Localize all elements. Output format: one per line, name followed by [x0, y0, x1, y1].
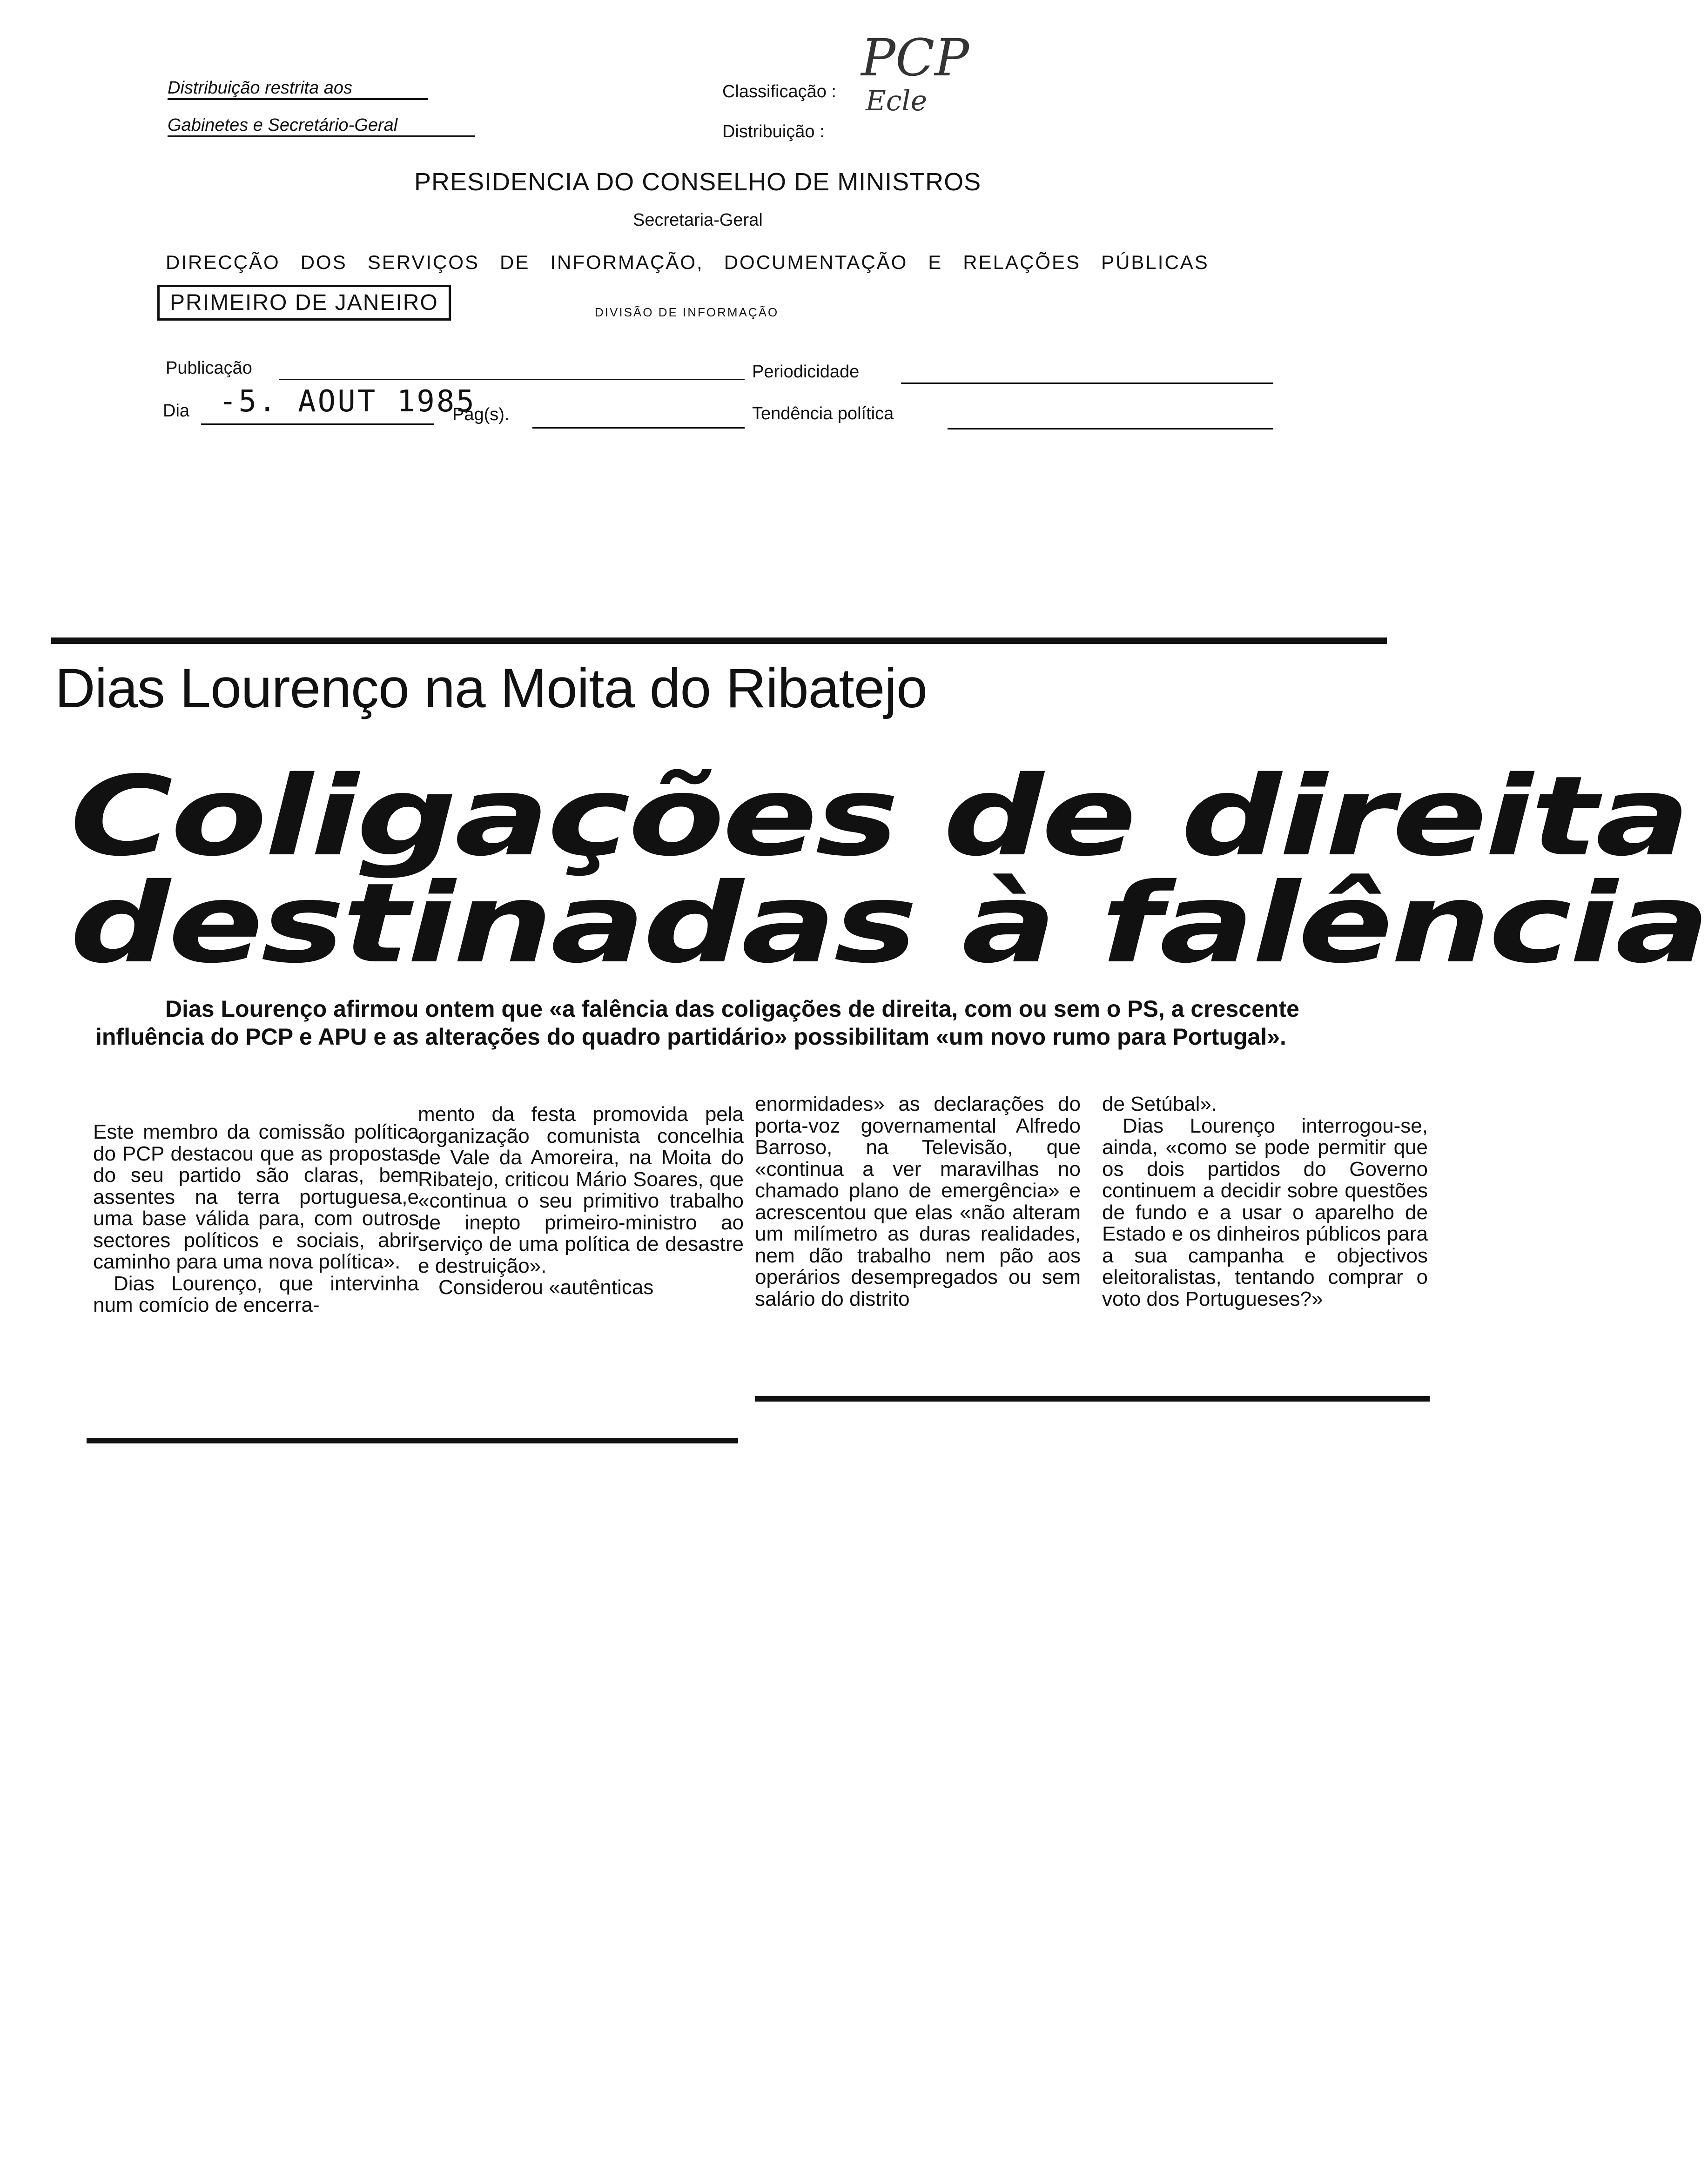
paginas-line — [532, 427, 745, 429]
periodicidade-line — [901, 382, 1273, 384]
column-2-paragraph-2: Considerou «autênticas — [438, 1276, 654, 1299]
headline-line1: Coligações de direita — [70, 752, 1688, 880]
secretaria-geral: Secretaria-Geral — [633, 210, 763, 230]
handwritten-annotation-class: Ecle — [866, 85, 928, 117]
tendencia-line — [948, 428, 1273, 429]
clipping-top-rule — [51, 637, 1387, 644]
column-1-paragraph-1: Este membro da comissão política do PCP destacou que as propostas do seu partido são claras, bem assentes na terra portuguesa,e uma base válida para, com outros sectores políticos e sociais, abrir caminho para uma nova política». — [93, 1121, 419, 1273]
article-column-1 — [93, 1121, 419, 1316]
dia-date-stamp: -5. AOUT 1985 — [219, 384, 476, 419]
tendencia-politica-label: Tendência política — [752, 404, 894, 423]
clipping-bottom-rule-left — [87, 1438, 738, 1443]
newspaper-name-box: PRIMEIRO DE JANEIRO — [157, 285, 451, 321]
paginas-label: Pág(s). — [452, 405, 510, 424]
column-1-paragraph-2: Dias Lourenço, que intervinha num comício de encerra- — [93, 1272, 419, 1316]
dia-label: Dia — [163, 401, 190, 421]
clipping-bottom-rule-right — [755, 1396, 1430, 1402]
institution-title: PRESIDENCIA DO CONSELHO DE MINISTROS — [414, 168, 982, 196]
column-4-paragraph-2: Dias Lourenço interrogou-se, ainda, «como se pode permitir que os dois partidos do Governo continuem a decidir sobre questões de fundo e a usar o aparelho de Estado e os dinheiros públicos para a sua campanha e objectivos eleitoralistas, tentando comprar o voto dos Portugueses?» — [1102, 1114, 1428, 1310]
distribution-restriction-line1: Distribuição restrita aos — [168, 78, 428, 100]
publicacao-label: Publicação — [166, 358, 252, 378]
divisao-informacao: DIVISÃO DE INFORMAÇÃO — [595, 305, 779, 319]
column-2-paragraph-1: mento da festa promovida pela organização comunista concelhia de Vale da Amoreira, na Moita do Ribatejo, criticou Mário Soares, que «continua o seu primitivo trabalho de inepto primeiro-ministro ao serviço de uma política de desastre e destruição». — [418, 1103, 744, 1277]
article-column-4 — [1102, 1094, 1428, 1310]
classificacao-label: Classificação : — [722, 82, 836, 101]
column-3-paragraph-1: enormidades» as declarações do porta-voz governamental Alfredo Barroso, na Televisão, que «continua a ver maravilhas no chamado plano de emergência» e acrescentou que elas «não alteram um milímetro as duras realidades, nem dão trabalho nem pão aos operários desempregados ou sem salário do distrito — [755, 1093, 1081, 1310]
article-lead: Dias Lourenço afirmou ontem que «a falência das coligações de direita, com ou sem o PS, a crescente influência do PCP e APU e as alterações do quadro partidário» possibilitam «um novo rumo para Portugal». — [95, 996, 1299, 1050]
periodicidade-label: Periodicidade — [752, 362, 860, 382]
handwritten-annotation-top: PCP — [861, 28, 969, 87]
publicacao-line — [279, 379, 745, 380]
article-column-2 — [418, 1104, 744, 1299]
column-4-paragraph-1: de Setúbal». — [1102, 1093, 1217, 1115]
direccao-servicos-line: DIRECÇÃO DOS SERVIÇOS DE INFORMAÇÃO, DOCUMENTAÇÃO E RELAÇÕES PÚBLICAS — [166, 251, 1209, 273]
distribuicao-label: Distribuição : — [722, 122, 825, 141]
article-column-3 — [755, 1094, 1081, 1310]
distribution-restriction-line2: Gabinetes e Secretário-Geral — [168, 115, 475, 137]
headline-line2: destinadas à falência — [70, 859, 1708, 987]
article-kicker: Dias Lourenço na Moita do Ribatejo — [55, 657, 927, 719]
dia-line — [201, 423, 434, 425]
